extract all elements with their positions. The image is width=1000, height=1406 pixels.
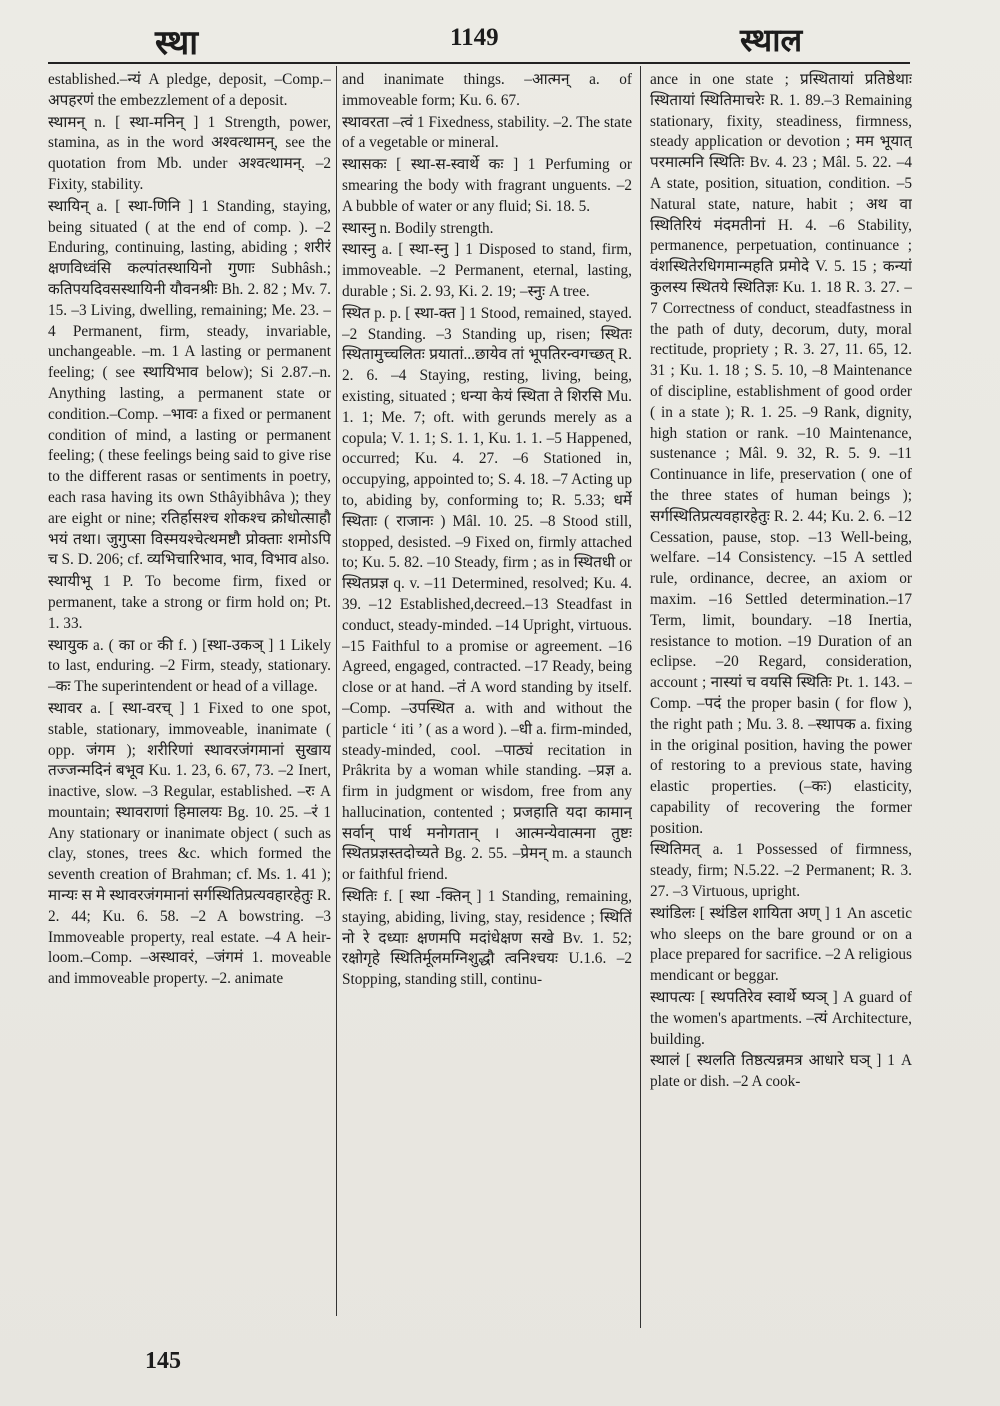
- entry-paragraph: established.–न्यं A pledge, deposit, –Comp.–अपहरणं the embezzlement of a deposit.: [48, 71, 331, 109]
- column-divider: [640, 66, 641, 1328]
- running-head-right: स्थाल: [740, 21, 803, 59]
- entry-paragraph: स्थांडिलः [ स्थंडिल शायिता अण् ] 1 An ascetic who sleeps on the bare ground or on a place prepared for sacrifice. –2 A religious mendicant or beggar.: [650, 904, 912, 985]
- column-divider: [336, 66, 337, 1316]
- entry-paragraph: स्थासकः [ स्था-स-स्वार्थे कः ] 1 Perfuming or smearing the body with fragrant unguents. –2 A bubble of water or any fluid; Si. 18. 5.: [342, 156, 632, 215]
- entry-paragraph: स्थामन् n. [ स्था-मनिन् ] 1 Strength, power, stamina, as in the word अश्वत्थामन्, see the quotation from Mb. under अश्वत्थामन्. –2 Fixity, stability.: [48, 113, 331, 193]
- entry-paragraph: स्थित p. p. [ स्था-क्त ] 1 Stood, remained, stayed. –2 Standing. –3 Standing up, risen; स्थितः स्थितामुच्चलितः प्रयातां...छायेव तां भूपतिरन्वगच्छत् R. 2. 6. –4 Staying, resting, living, being, existing, situated ; धन्या केयं स्थिता ते शिरसि Mu. 1. 1; Me. 7; oft. with gerunds merely as a copula; V. 1. 1; S. 1. 1, Ku. 1. 1. –5 Happened, occurred; Ku. 4. 27. –6 Stationed in, occupying, appointed to; S. 4. 18. –7 Acting up to, abiding by, conforming to; R. 5.33; धर्मे स्थिताः ( राजानः ) Mâl. 10. 25. –8 Stood still, stopped, desisted. –9 Fixed on, firmly attached to; Ku. 5. 82. –10 Steady, firm ; as in स्थितधी or स्थितप्रज्ञ q. v. –11 Determined, resolved; Ku. 4. 39. –12 Established,decreed.–13 Steadfast in conduct, steady-minded. –14 Upright, virtuous. –15 Faithful to a promise or agreement. –16 Agreed, engaged, contracted. –17 Ready, being close or at hand. –तं A word standing by itself. –Comp. –उपस्थित a. with and without the particle ‘ iti ’ ( as a word ). –धी a. firm-minded, steady-minded, cool. –पाठ्यं recitation in Prâkrita by a woman while standing. –प्रज्ञ a. firm in judgment or wisdom, free from any hallucination, contented ; प्रजहाति यदा कामान् सर्वान् पार्थ मनोगतान् । आत्मन्येवात्मना तुष्टः स्थितप्रज्ञस्तदोच्यते Bg. 2. 55. –प्रेमन् m. a staunch or faithful friend.: [342, 304, 632, 884]
- folio-number: 145: [145, 1348, 181, 1374]
- entry-paragraph: स्थितिः f. [ स्था -क्तिन् ] 1 Standing, remaining, staying, abiding, living, stay, residence ; स्थितिं नो रे दध्याः क्षणमपि मदांधेक्षण सखे Bv. 1. 52; रक्षोगृहे स्थितिर्मूलमग्निशुद्धौ त्वनिश्चयः U.1.6. –2 Stopping, standing still, continu-: [342, 888, 632, 989]
- entry-paragraph: स्थास्नु a. [ स्था-स्नु ] 1 Disposed to stand, firm, immoveable. –2 Permanent, eternal, lasting, durable ; Si. 2. 93, Ki. 2. 19; –स्नुः A tree.: [342, 241, 632, 300]
- entry-paragraph: स्थास्नु n. Bodily strength.: [342, 219, 494, 237]
- entry-paragraph: स्थावरता –त्वं 1 Fixedness, stability. –2. The state of a vegetable or mineral.: [342, 113, 632, 152]
- entry-paragraph: स्थायीभू 1 P. To become firm, fixed or permanent, take a strong or firm hold on; Pt. 1. 33.: [48, 573, 331, 632]
- entry-paragraph: स्थायिन् a. [ स्था-णिनि ] 1 Standing, staying, being situated ( at the end of comp. ). –2 Enduring, continuing, lasting, abiding ; शरीरं क्षणविध्वंसि कल्पांतस्थायिनो गुणाः Subhâsh.; कतिपयदिवसस्थायिनी यौवनश्रीः Bh. 2. 82 ; Mv. 7. 15. –3 Living, dwelling, remaining; Me. 23. –4 Permanent, firm, steady, invariable, unchangeable. –m. 1 A lasting or permanent feeling; ( see स्थायिभाव below); Si 2.87.–n. Anything lasting, a permanent state or condition.–Comp. –भावः a fixed or permanent condition of mind, a lasting or permanent feeling; ( these feelings being said to give rise to the different rasas or sentiments in poetry, each rasa having its own Sthâyibhâva ); they are eight or nine; रतिर्हासश्च शोकश्च क्रोधोत्साहौ भयं तथा। जुगुप्सा विस्मयश्चेत्थमष्टौ प्रोक्ताः शमोऽपि च S. D. 206; cf. व्यभिचारिभाव, भाव, विभाव also.: [48, 197, 331, 569]
- entry-paragraph: स्थालं [ स्थलति तिष्ठत्यन्नमत्र आधारे घञ् ] 1 A plate or dish. –2 A cook-: [650, 1052, 912, 1091]
- entry-paragraph: ance in one state ; प्रस्थितायां प्रतिष्ठेथाः स्थितायां स्थितिमाचरेः R. 1. 89.–3 Remaining stationary, fixity, steadiness, firmness, steady application or devotion ; मम भूयात् परमात्मनि स्थितिः Bv. 4. 23 ; Mâl. 5. 22. –4 A state, position, situation, condition. –5 Natural state, nature, habit ; अथ वा स्थितिरियं मंदमतीनां H. 4. –6 Stability, permanence, perpetuation, continuance ; वंशस्थितेरधिगमान्महति प्रमोदे V. 5. 15 ; कन्यां कुलस्य स्थितये स्थितिज्ञः Ku. 1. 18 R. 3. 27. –7 Correctness of conduct, steadfastness in the path of duty, decorum, duty, moral rectitude, propriety ; R. 3. 27, 11. 65, 12. 31 ; Ku. 1. 18 ; S. 5. 10, –8 Maintenance of discipline, establishment of good order ( in a state ); R. 1. 25. –9 Rank, dignity, high station or rank. –10 Maintenance, sustenance ; Mâl. 9. 32, R. 5. 9. –11 Continuance in life, preservation ( one of the three states of human beings ); सर्गस्थितिप्रत्यवहारहेतुः R. 2. 44; Ku. 2. 6. –12 Cessation, pause, stop. –13 Well-being, welfare. –14 Consistency. –15 A settled rule, ordinance, decree, an axiom or maxim. –16 Settled determination.–17 Term, limit, boundary. –18 Inertia, resistance to motion. –19 Duration of an eclipse. –20 Regard, consideration, account ; नास्यां च वयसि स्थितिः Pt. 1. 143. –Comp. –पदं the proper basin ( for flow ), the right path ; Mu. 3. 8. –स्थापक a. fixing in the original position, having the power of restoring to a previous state, having elastic properties. (–कः) elasticity, capability of recovering the former position.: [650, 71, 912, 837]
- entry-paragraph: स्थापत्यः [ स्थपतिरेव स्वार्थे ष्यञ् ] A guard of the women's apartments. –त्यं Architecture, building.: [650, 989, 912, 1048]
- page-number: 1149: [450, 24, 499, 51]
- running-head-left: स्था: [155, 23, 199, 63]
- entry-paragraph: and inanimate things. –आत्मन् a. of immoveable form; Ku. 6. 67.: [342, 71, 632, 109]
- entry-paragraph: स्थितिमत् a. 1 Possessed of firmness, steady, firm; N.5.22. –2 Permanent; R. 3. 27. –3 Virtuous, upright.: [650, 841, 912, 901]
- column-1: [48, 70, 331, 1312]
- column-2: [342, 70, 632, 1330]
- column-3: [650, 70, 912, 1330]
- entry-paragraph: स्थावर a. [ स्था-वरच् ] 1 Fixed to one spot, stable, stationary, immoveable, inanimate ( opp. जंगम ); शरीरिणां स्थावरजंगमानां सुखाय तज्जन्मदिनं बभूव Ku. 1. 23, 6. 67, 73. –2 Inert, inactive, slow. –3 Regular, established. –रः A mountain; स्थावराणां हिमालयः Bg. 10. 25. –रं 1 Any stationary or inanimate object ( such as clay, stones, trees &c. which formed the seventh creation of Brahman; cf. Ms. 1. 41 ); मान्यः स मे स्थावरजंगमानां सर्गस्थितिप्रत्यवहारहेतुः R. 2. 44; Ku. 6. 58. –2 A bowstring. –3 Immoveable property, real estate. –4 A heir-loom.–Comp. –अस्थावरं, –जंगमं 1. moveable and immoveable property. –2. animate: [48, 699, 331, 988]
- header-rule: [48, 62, 910, 64]
- entry-paragraph: स्थायुक a. ( का or की f. ) [स्था-उकञ् ] 1 Likely to last, enduring. –2 Firm, steady, stationary. –कः The superintendent or head of a village.: [48, 636, 331, 696]
